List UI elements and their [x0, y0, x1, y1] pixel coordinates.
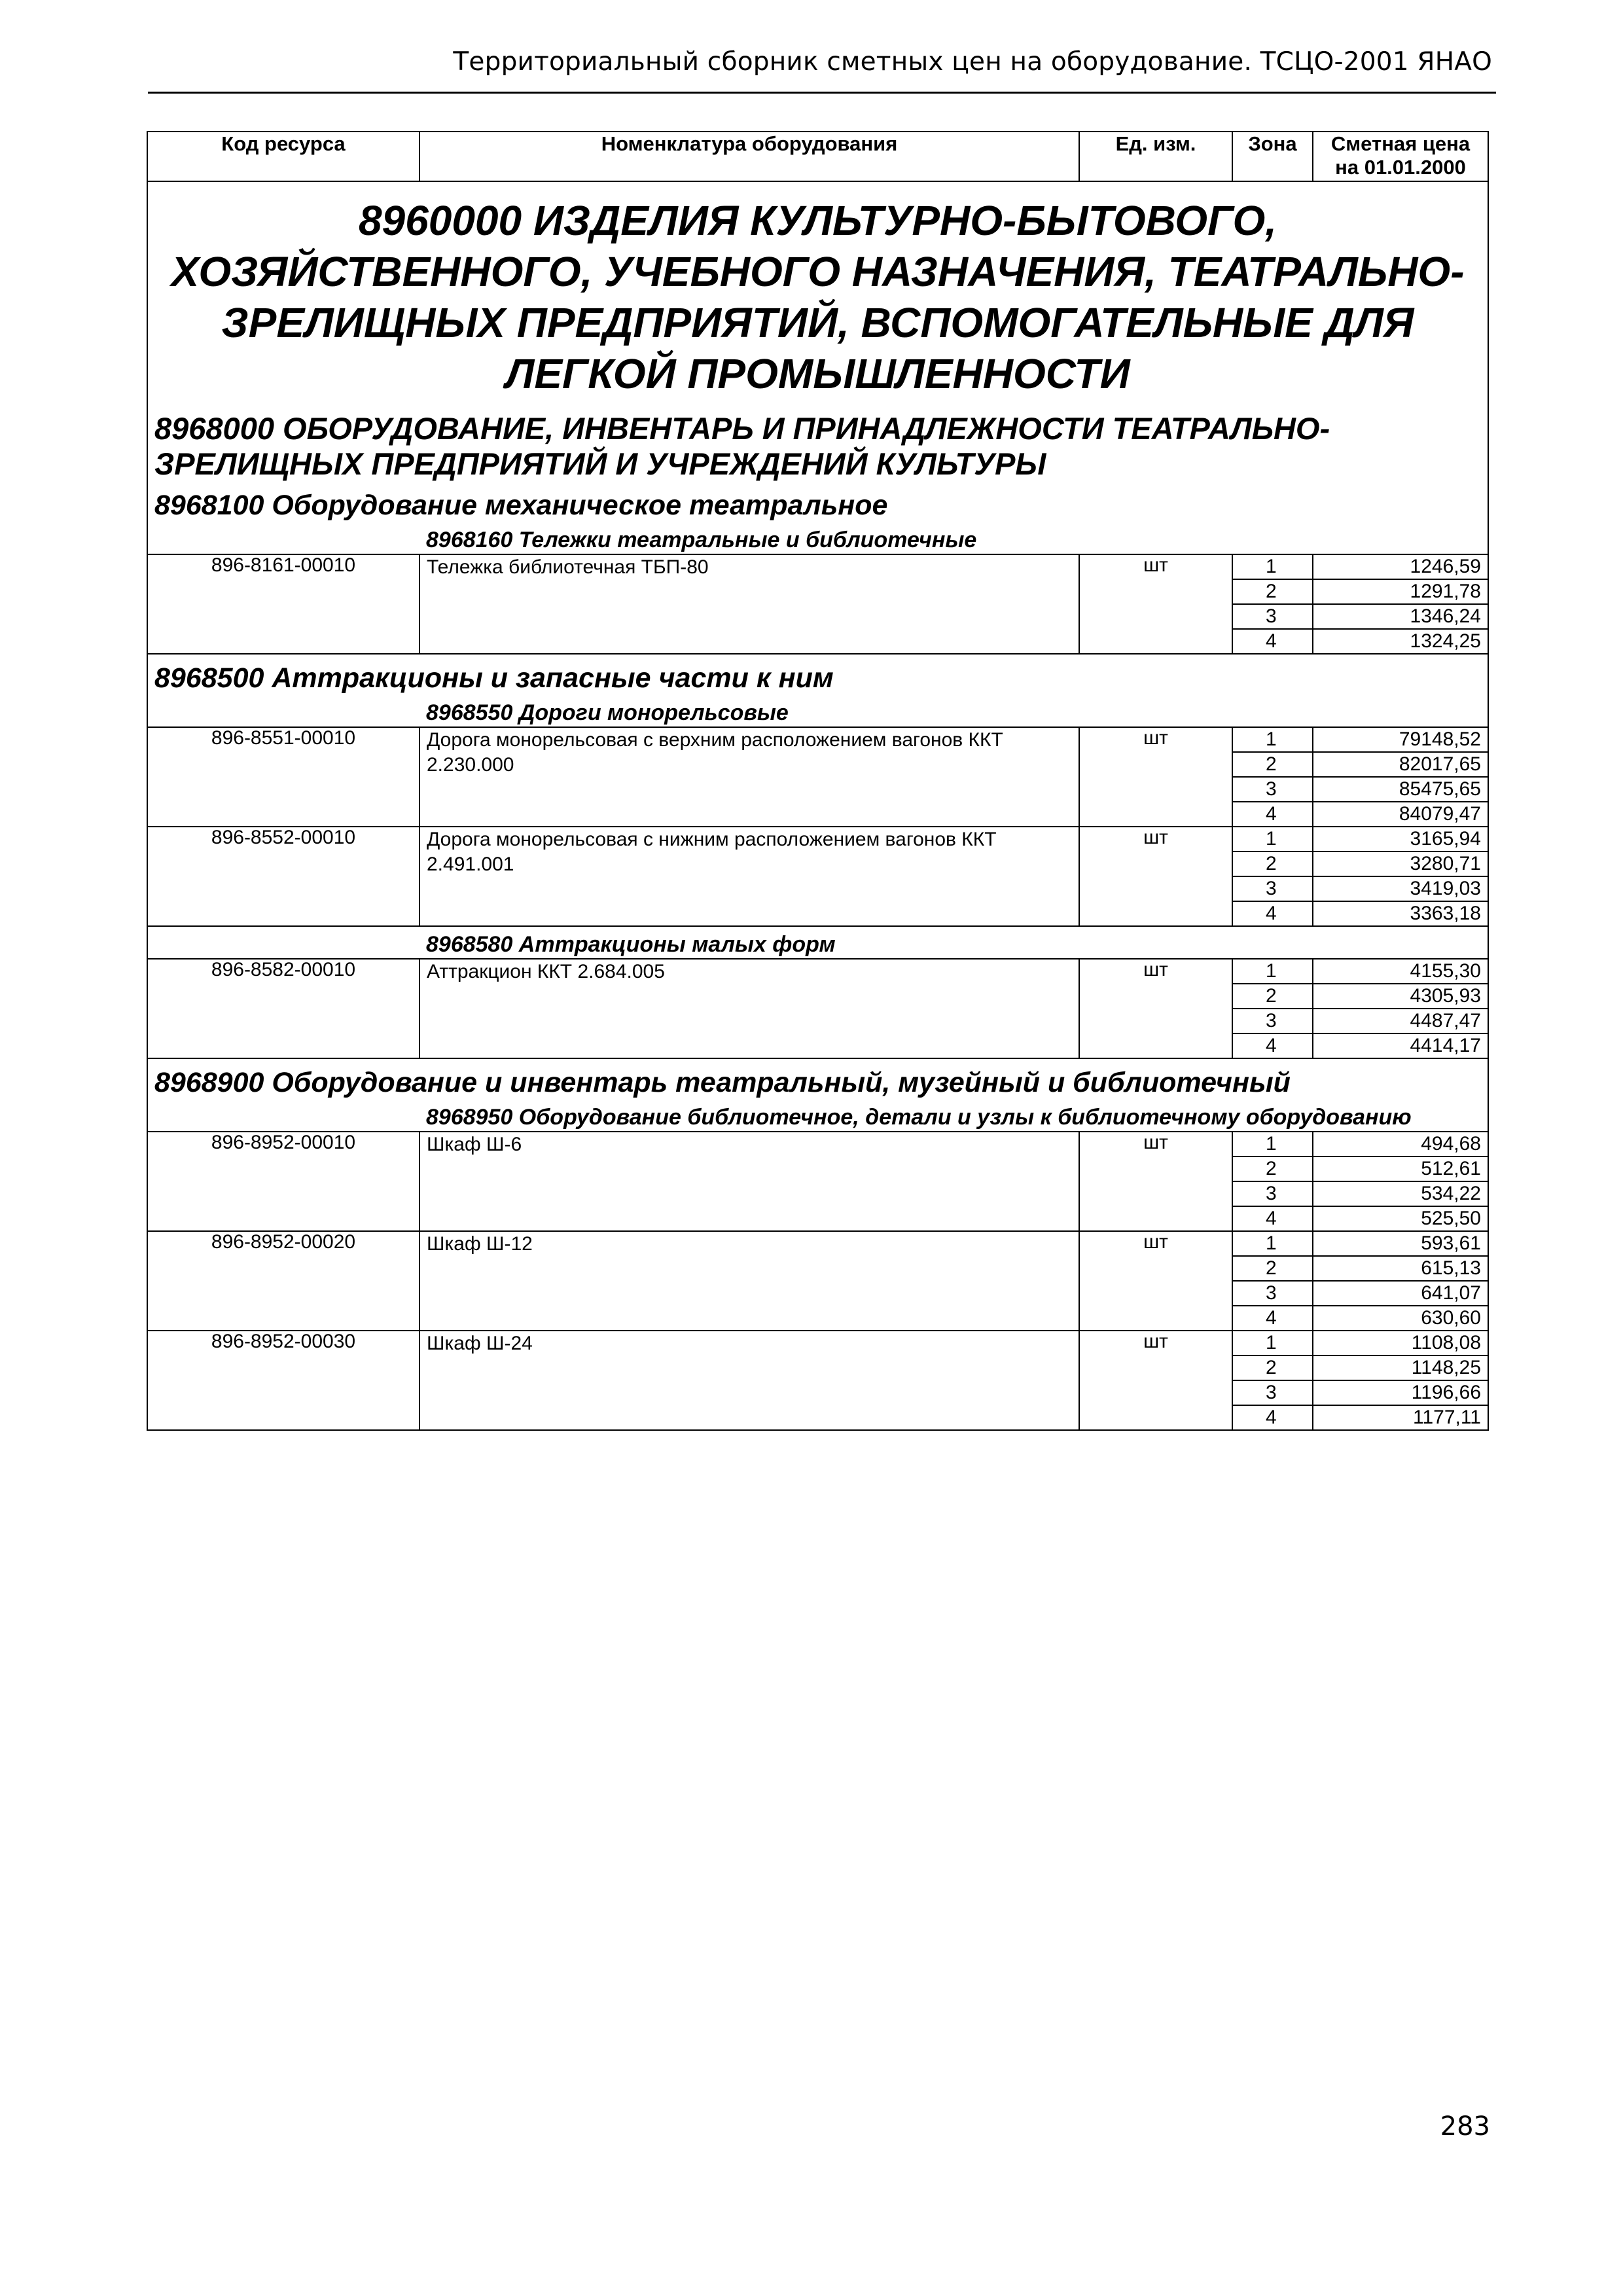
- page-number: 283: [1440, 2111, 1490, 2142]
- table-row: [147, 727, 1488, 752]
- section-l1-row: [147, 181, 1488, 399]
- group-row: [147, 654, 1488, 695]
- column-header-unit: Ед. изм.: [1079, 132, 1232, 181]
- zone-cell: 3: [1232, 1009, 1313, 1033]
- zone-cell: 4: [1232, 1306, 1313, 1331]
- price-cell: 4487,47: [1313, 1009, 1488, 1033]
- item-name: Шкаф Ш-12: [419, 1231, 1079, 1331]
- zone-cell: 3: [1232, 604, 1313, 629]
- zone-cell: 2: [1232, 984, 1313, 1009]
- item-code: 896-8552-00010: [147, 827, 419, 926]
- zone-cell: 4: [1232, 1206, 1313, 1231]
- price-cell: 512,61: [1313, 1157, 1488, 1181]
- subgroup-row: [147, 1100, 1488, 1132]
- zone-cell: 3: [1232, 1281, 1313, 1306]
- section-l2-title: 8968000 ОБОРУДОВАНИЕ, ИНВЕНТАРЬ И ПРИНАДЛЕЖНОСТИ ТЕАТРАЛЬНО-ЗРЕЛИЩНЫХ ПРЕДПРИЯТИЙ И УЧРЕЖДЕНИЙ КУЛЬТУРЫ: [147, 399, 1488, 482]
- item-unit: шт: [1079, 827, 1232, 926]
- zone-cell: 1: [1232, 1231, 1313, 1256]
- price-cell: 4414,17: [1313, 1033, 1488, 1058]
- item-unit: шт: [1079, 554, 1232, 654]
- price-cell: 615,13: [1313, 1256, 1488, 1281]
- zone-cell: 4: [1232, 901, 1313, 926]
- table-body: [147, 181, 1488, 1430]
- zone-cell: 3: [1232, 777, 1313, 802]
- subgroup-row: [147, 522, 1488, 554]
- zone-cell: 4: [1232, 802, 1313, 827]
- item-unit: шт: [1079, 727, 1232, 827]
- section-l1-title: 8960000 ИЗДЕЛИЯ КУЛЬТУРНО-БЫТОВОГО, ХОЗЯЙСТВЕННОГО, УЧЕБНОГО НАЗНАЧЕНИЯ, ТЕАТРАЛЬНО-ЗРЕЛИЩНЫХ ПРЕДПРИЯТИЙ, ВСПОМОГАТЕЛЬНЫЕ ДЛЯ ЛЕГКОЙ ПРОМЫШЛЕННОСТИ: [147, 181, 1488, 399]
- subgroup-title: 8968550 Дороги монорельсовые: [419, 695, 1488, 727]
- item-name: Дорога монорельсовая с верхним расположением вагонов ККТ 2.230.000: [419, 727, 1079, 827]
- price-cell: 1177,11: [1313, 1405, 1488, 1430]
- price-cell: 82017,65: [1313, 752, 1488, 777]
- subgroup-title: 8968160 Тележки театральные и библиотечные: [419, 522, 1488, 554]
- item-name: Шкаф Ш-24: [419, 1331, 1079, 1430]
- column-header-name: Номенклатура оборудования: [419, 132, 1079, 181]
- column-header-code: Код ресурса: [147, 132, 419, 181]
- price-cell: 4305,93: [1313, 984, 1488, 1009]
- zone-cell: 3: [1232, 876, 1313, 901]
- price-cell: 641,07: [1313, 1281, 1488, 1306]
- zone-cell: 2: [1232, 579, 1313, 604]
- item-unit: шт: [1079, 959, 1232, 1058]
- item-code: 896-8582-00010: [147, 959, 419, 1058]
- price-cell: 494,68: [1313, 1132, 1488, 1157]
- price-cell: 534,22: [1313, 1181, 1488, 1206]
- table-row: [147, 1331, 1488, 1355]
- price-cell: 1108,08: [1313, 1331, 1488, 1355]
- column-header-price-line1: Сметная цена: [1330, 132, 1471, 155]
- price-table: [147, 131, 1489, 1431]
- item-unit: шт: [1079, 1132, 1232, 1231]
- price-cell: 1246,59: [1313, 554, 1488, 579]
- subgroup-title: 8968950 Оборудование библиотечное, детали и узлы к библиотечному оборудованию: [419, 1100, 1488, 1132]
- price-cell: 593,61: [1313, 1231, 1488, 1256]
- section-l2-row: [147, 399, 1488, 482]
- subgroup-title: 8968580 Аттракционы малых форм: [419, 926, 1488, 959]
- price-cell: 1291,78: [1313, 579, 1488, 604]
- table-row: [147, 959, 1488, 984]
- price-cell: 3165,94: [1313, 827, 1488, 852]
- zone-cell: 1: [1232, 554, 1313, 579]
- group-title: 8968900 Оборудование и инвентарь театральный, музейный и библиотечный: [147, 1058, 1488, 1100]
- zone-cell: 1: [1232, 1331, 1313, 1355]
- zone-cell: 3: [1232, 1380, 1313, 1405]
- item-name: Дорога монорельсовая с нижним расположением вагонов ККТ 2.491.001: [419, 827, 1079, 926]
- subgroup-row: [147, 926, 1488, 959]
- group-title: 8968100 Оборудование механическое театральное: [147, 482, 1488, 522]
- group-row: [147, 1058, 1488, 1100]
- price-cell: 4155,30: [1313, 959, 1488, 984]
- price-cell: 1196,66: [1313, 1380, 1488, 1405]
- zone-cell: 2: [1232, 1157, 1313, 1181]
- price-cell: 1324,25: [1313, 629, 1488, 654]
- zone-cell: 2: [1232, 852, 1313, 876]
- price-cell: 79148,52: [1313, 727, 1488, 752]
- zone-cell: 1: [1232, 1132, 1313, 1157]
- price-cell: 3419,03: [1313, 876, 1488, 901]
- zone-cell: 1: [1232, 959, 1313, 984]
- column-header-price: [1313, 132, 1488, 181]
- zone-cell: 3: [1232, 1181, 1313, 1206]
- price-cell: 3363,18: [1313, 901, 1488, 926]
- price-cell: 630,60: [1313, 1306, 1488, 1331]
- price-cell: 1148,25: [1313, 1355, 1488, 1380]
- zone-cell: 2: [1232, 752, 1313, 777]
- column-header-price-line2: на 01.01.2000: [1335, 156, 1466, 179]
- item-code: 896-8551-00010: [147, 727, 419, 827]
- item-unit: шт: [1079, 1231, 1232, 1331]
- item-unit: шт: [1079, 1331, 1232, 1430]
- item-name: Шкаф Ш-6: [419, 1132, 1079, 1231]
- item-code: 896-8161-00010: [147, 554, 419, 654]
- zone-cell: 2: [1232, 1256, 1313, 1281]
- zone-cell: 1: [1232, 827, 1313, 852]
- table-row: [147, 827, 1488, 852]
- group-title: 8968500 Аттракционы и запасные части к ним: [147, 654, 1488, 695]
- price-cell: 3280,71: [1313, 852, 1488, 876]
- zone-cell: 2: [1232, 1355, 1313, 1380]
- item-code: 896-8952-00020: [147, 1231, 419, 1331]
- subgroup-indent: [147, 522, 419, 554]
- item-code: 896-8952-00010: [147, 1132, 419, 1231]
- header-rule: [148, 92, 1496, 94]
- zone-cell: 4: [1232, 629, 1313, 654]
- price-cell: 525,50: [1313, 1206, 1488, 1231]
- price-cell: 1346,24: [1313, 604, 1488, 629]
- zone-cell: 1: [1232, 727, 1313, 752]
- item-code: 896-8952-00030: [147, 1331, 419, 1430]
- group-row: [147, 482, 1488, 522]
- item-name: Тележка библиотечная ТБП-80: [419, 554, 1079, 654]
- page-header-title: Территориальный сборник сметных цен на оборудование. ТСЦО-2001 ЯНАО: [453, 47, 1492, 77]
- price-cell: 84079,47: [1313, 802, 1488, 827]
- subgroup-indent: [147, 926, 419, 959]
- table-row: [147, 554, 1488, 579]
- subgroup-indent: [147, 695, 419, 727]
- zone-cell: 4: [1232, 1405, 1313, 1430]
- item-name: Аттракцион ККТ 2.684.005: [419, 959, 1079, 1058]
- subgroup-row: [147, 695, 1488, 727]
- table-row: [147, 1231, 1488, 1256]
- zone-cell: 4: [1232, 1033, 1313, 1058]
- subgroup-indent: [147, 1100, 419, 1132]
- column-header-zone: Зона: [1232, 132, 1313, 181]
- table-header-row: [147, 132, 1488, 181]
- price-cell: 85475,65: [1313, 777, 1488, 802]
- table-row: [147, 1132, 1488, 1157]
